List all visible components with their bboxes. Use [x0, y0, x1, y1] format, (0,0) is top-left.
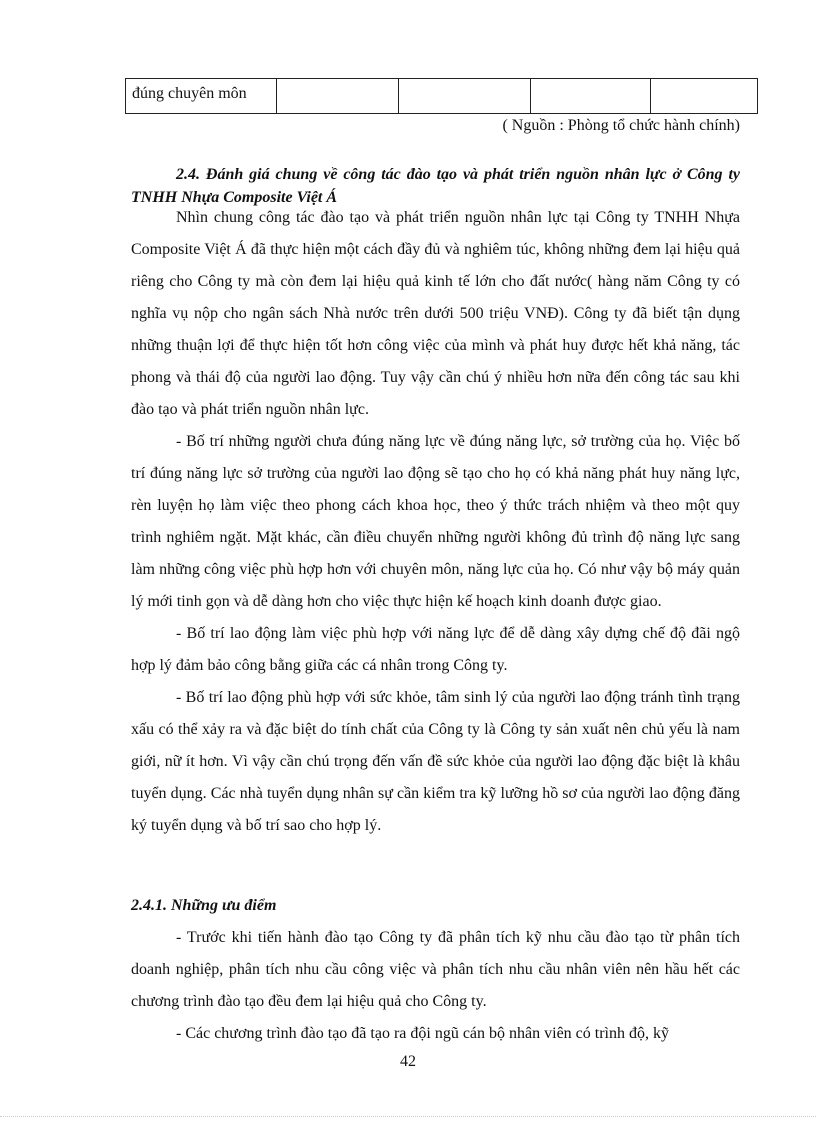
table-cell	[399, 79, 531, 114]
table-cell	[531, 79, 651, 114]
paragraph: - Các chương trình đào tạo đã tạo ra đội ngũ cán bộ nhân viên có trình độ, kỹ	[176, 1025, 669, 1042]
source-note: ( Nguồn : Phòng tổ chức hành chính)	[502, 117, 740, 134]
table-cell	[651, 79, 758, 114]
body-block-a	[131, 202, 740, 842]
subsection-heading: 2.4.1. Những ưu điểm	[131, 897, 277, 914]
table-cell	[277, 79, 399, 114]
paragraph: - Bố trí lao động phù hợp với sức khỏe, tâm sinh lý của người lao động tránh tình trạng xấu có thể xảy ra và đặc biệt do tính chất của Công ty là Công ty sản xuất nên chủ yếu là nam giới, nữ ít hơn. Vì vậy cần chú trọng đến vấn đề sức khỏe của người lao động đặc biệt là khâu tuyển dụng. Các nhà tuyển dụng nhân sự cần kiểm tra kỹ lưỡng hồ sơ của người lao động đăng ký tuyển dụng và bố trí sao cho hợp lý.	[131, 689, 740, 834]
paragraph: - Bố trí lao động làm việc phù hợp với năng lực để dễ dàng xây dựng chế độ đãi ngộ hợp lý đảm bảo công bằng giữa các cá nhân trong Công ty.	[131, 625, 740, 674]
table-cell: đúng chuyên môn	[126, 79, 277, 114]
paragraph: Nhìn chung công tác đào tạo và phát triển nguồn nhân lực tại Công ty TNHH Nhựa Composite Việt Á đã thực hiện một cách đầy đủ và nghiêm túc, không những đem lại hiệu quả riêng cho Công ty mà còn đem lại hiệu quả kinh tế lớn cho đất nước( hàng năm Công ty có nghĩa vụ nộp cho ngân sách Nhà nước trên dưới 500 triệu VNĐ). Công ty đã biết tận dụng những thuận lợi để thực hiện tốt hơn công việc của mình và phát huy được hết khả năng, tác phong và thái độ của người lao động. Tuy vậy cần chú ý nhiều hơn nữa đến công tác sau khi đào tạo và phát triển nguồn nhân lực.	[131, 209, 740, 418]
section-heading: 2.4. Đánh giá chung về công tác đào tạo và phát triển nguồn nhân lực ở Công ty TNHH Nhựa Composite Việt Á	[131, 166, 740, 206]
table-row	[126, 79, 758, 114]
body-block-b	[131, 890, 740, 1050]
page-number: 42	[400, 1053, 416, 1070]
paragraph: - Bố trí những người chưa đúng năng lực về đúng năng lực, sở trường của họ. Việc bố trí đúng năng lực sở trường của người lao động sẽ tạo cho họ có khả năng phát huy năng lực, rèn luyện họ làm việc theo phong cách khoa học, theo ý thức trách nhiệm và theo một quy trình nghiêm ngặt. Mặt khác, cần điều chuyển những người không đủ trình độ năng lực sang làm những công việc phù hợp hơn với chuyên môn, năng lực của họ. Có như vậy bộ máy quản lý mới tinh gọn và dễ dàng hơn cho việc thực hiện kế hoạch kinh doanh được giao.	[131, 433, 740, 610]
paragraph: - Trước khi tiến hành đào tạo Công ty đã phân tích kỹ nhu cầu đào tạo từ phân tích doanh nghiệp, phân tích nhu cầu công việc và phân tích nhu cầu nhân viên nên hầu hết các chương trình đào tạo đều đem lại hiệu quả cho Công ty.	[131, 929, 740, 1010]
table-fragment	[125, 78, 758, 114]
page-bottom-divider	[0, 1116, 816, 1117]
